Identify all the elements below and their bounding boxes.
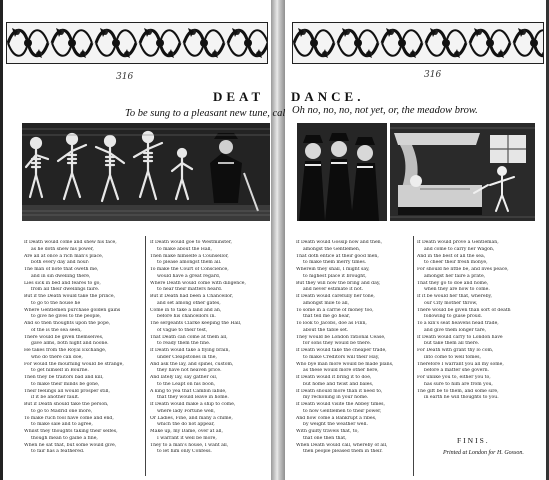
verse-line: as these would more other here, bbox=[303, 368, 379, 374]
book-gutter bbox=[271, 0, 285, 480]
verse-line: if it be another fault. bbox=[31, 395, 80, 401]
verse-line: my reckoning in your home. bbox=[303, 395, 369, 401]
verse-line: If Death should more than it need to, bbox=[296, 388, 383, 394]
verse-line: But if Death should take the person, bbox=[24, 402, 109, 407]
gentlemen-group-woodcut bbox=[297, 123, 387, 221]
verse-line: Make up, my Dame, over at all, bbox=[150, 429, 223, 434]
verse-line: to give he gives to the people, bbox=[31, 314, 102, 320]
verse-line: to go to Madrid one more, bbox=[31, 408, 93, 414]
verse-line: And in the best of all the sea, bbox=[417, 253, 486, 259]
verse-line: If Death would prove a Gentleman, bbox=[417, 240, 499, 245]
verse-line: If Death would Gossip now and then, bbox=[296, 240, 383, 245]
verse-line: There would be given themselves, bbox=[24, 334, 104, 340]
verse-line: that one then that, bbox=[303, 435, 347, 441]
page-number-right: 316 bbox=[424, 70, 442, 80]
finis-label: FINIS. bbox=[457, 436, 490, 445]
verse-line: to ready them the fine. bbox=[157, 341, 211, 347]
verse-line: And so then thoughts upon the pope, bbox=[24, 321, 111, 326]
verse-line: And ask the lay, and spinel, custom, bbox=[150, 361, 234, 367]
verse-line: though mean to gaine a fine, bbox=[31, 435, 98, 441]
verse-line: and set among other gates, bbox=[157, 300, 221, 306]
verse-line: and never estimate it not. bbox=[303, 287, 364, 293]
verse-line: But they will now the bring and day, bbox=[296, 280, 381, 286]
verse-line: of vague to their test, bbox=[157, 327, 208, 333]
verse-line: when they are how to come. bbox=[424, 287, 490, 293]
imprint-line: Printed at London for H. Gosson. bbox=[443, 450, 524, 456]
verse-line: they have not heaven price. bbox=[157, 368, 222, 374]
verse-line: If Death would visite the Abbey times, bbox=[296, 402, 385, 407]
verse-line: gave alms, both night and noone. bbox=[31, 341, 109, 347]
verse-line: If Death would take a flying brain, bbox=[150, 348, 230, 353]
page-edge-left bbox=[0, 0, 3, 480]
verse-line: to please amongst them all. bbox=[157, 260, 222, 266]
verse-line: To look to Jacobs, doe as Finn, bbox=[296, 321, 367, 326]
skeletons-dance-woodcut bbox=[22, 123, 270, 221]
verse-line: Where Gentlemen purchase golden gains bbox=[24, 307, 121, 313]
verse-line: about the table set. bbox=[303, 327, 349, 333]
verse-line: into come to well tomes, bbox=[424, 354, 481, 360]
verse-column-4 bbox=[417, 240, 535, 405]
ballad-title-right: DANCE. bbox=[291, 89, 365, 104]
verse-line: in earth he will thoughts to you. bbox=[424, 395, 499, 401]
verse-line: amongst the Gentlemen, bbox=[303, 246, 361, 252]
verse-line: If Death would carry to London have bbox=[417, 334, 503, 340]
verse-line: Therefore I warrant you all my some, bbox=[417, 361, 504, 367]
verse-line: If Death would it bring it to doe, bbox=[296, 375, 372, 380]
verse-line: If Death would goe to Westminster, bbox=[150, 240, 232, 245]
verse-line: that they would leave in home. bbox=[157, 395, 229, 401]
verse-line: The man of note that oweth me, bbox=[24, 267, 99, 272]
verse-line: With guilty travels that, to, bbox=[296, 429, 359, 434]
verse-line: That Death can come at them all, bbox=[150, 334, 228, 340]
verse-column-1 bbox=[24, 240, 142, 476]
verse-line: and in sin dwelling there, bbox=[31, 273, 91, 279]
verse-line: and give them longer tare, bbox=[424, 327, 487, 333]
verse-line: Then make himselfe a Counsellor, bbox=[150, 253, 229, 259]
verse-line: before a matter she govern. bbox=[424, 368, 489, 374]
verse-line: Or Ladies, Fine, and many a chime, bbox=[150, 415, 233, 421]
verse-line: under Cleapstones in the, bbox=[157, 354, 217, 360]
verse-line: They would be London rational Cease, bbox=[296, 334, 386, 340]
verse-line: He takes from the Royal Exchange, bbox=[24, 348, 107, 353]
verse-line: Where Death would come with diligence, bbox=[150, 280, 246, 286]
verse-line: our City mother throw, bbox=[424, 300, 478, 306]
page-number-left: 316 bbox=[116, 72, 134, 82]
verse-line: to get himself in Bourne. bbox=[31, 368, 89, 374]
verse-line: That they go to doe and home, bbox=[417, 280, 489, 286]
verse-line: To some in a carrie of money too, bbox=[296, 307, 374, 313]
verse-line: amongst her faire a prate, bbox=[424, 273, 486, 279]
verse-line: That doth entice at their good men, bbox=[296, 253, 379, 259]
verse-line: but take them all there. bbox=[424, 341, 480, 347]
verse-line: that tell me go hear, bbox=[303, 314, 351, 320]
verse-line: both every day and hour: bbox=[31, 260, 90, 266]
verse-line: to make them merry times. bbox=[303, 260, 367, 266]
verse-line: If it be would her that, whereby, bbox=[417, 294, 492, 299]
verse-line: amongst mile to all, bbox=[303, 300, 350, 306]
verse-line: When Death would call, whereby of all, bbox=[296, 442, 388, 448]
verse-line: would have a great regard, bbox=[157, 273, 221, 279]
verse-line: Are all at once a rich man's place, bbox=[24, 253, 104, 259]
verse-line: to make Creditors will their Hay, bbox=[303, 354, 380, 360]
death-at-bedside-woodcut bbox=[390, 123, 535, 221]
verse-line: to let him only Confess. bbox=[157, 449, 212, 455]
verse-line: to go to the house he bbox=[31, 300, 81, 306]
verse-line: To make ruch fool have come and end, bbox=[24, 415, 114, 421]
verse-line: Lies sick in bed and feares to go, bbox=[24, 280, 101, 286]
verse-line: then people pleased them in their. bbox=[303, 449, 383, 455]
verse-line: To make the Court of Conscience, bbox=[150, 267, 229, 272]
verse-line: Their feelings all would prosper still, bbox=[24, 388, 110, 394]
verse-line: to hear their matters heard. bbox=[157, 287, 223, 293]
verse-line: for sons they would be there. bbox=[303, 341, 372, 347]
verse-line: Come in to take a land and an, bbox=[150, 307, 222, 313]
verse-line: When he sat that, but some would give, bbox=[24, 442, 117, 448]
verse-line: The sergeants Clarke keeping the Hall, bbox=[150, 321, 242, 326]
verse-line: and come to carry her Wagon, bbox=[424, 246, 495, 252]
verse-line: For Death with grant thy lo com, bbox=[417, 348, 494, 353]
verse-line: For would the mourning would be strange, bbox=[24, 361, 124, 367]
verse-line: A king to yea that Cambin labile, bbox=[150, 388, 227, 394]
tune-line-right: Oh no, no, no, not yet, or, the meadow brow. bbox=[292, 105, 478, 116]
verse-line: For should he little be, and lives peace, bbox=[417, 267, 509, 272]
verse-column-3 bbox=[296, 240, 410, 476]
verse-line: I warrant it well be more, bbox=[157, 435, 217, 441]
ornamental-border-left bbox=[6, 22, 268, 64]
verse-line: For unlike you to, either you to, bbox=[417, 375, 491, 380]
verse-line: before his chancellors in. bbox=[157, 314, 216, 320]
verse-line: to make sale and to agree, bbox=[31, 422, 93, 428]
verse-line: There would be given than sort of death bbox=[417, 307, 511, 313]
verse-line: They to a man's house, I want all, bbox=[150, 442, 229, 448]
verse-line: following to guise proud. bbox=[424, 314, 483, 320]
verse-line: to make their minds be gone, bbox=[31, 381, 100, 387]
column-rule-left bbox=[145, 236, 146, 476]
verse-line: Wherein they shall, I might say, bbox=[296, 267, 370, 272]
verse-line: Whilst they thoughts taking their selfes, bbox=[24, 429, 118, 434]
ornamental-border-right bbox=[292, 22, 544, 64]
verse-line: Who bye man more would be made plans, bbox=[296, 361, 394, 367]
verse-line: from all their dwellings faire. bbox=[31, 287, 100, 293]
verse-line: but home and twist and bales, bbox=[303, 381, 374, 387]
verse-line: And how come a Bankrupt a ribes, bbox=[296, 415, 377, 421]
verse-line: to make about the Hall, bbox=[157, 246, 212, 252]
verse-line: to cheer their fresh monye, bbox=[424, 260, 488, 266]
verse-line: to highest place it brought, bbox=[303, 273, 367, 279]
verse-line: who do there can doe, bbox=[31, 354, 83, 360]
verse-line: to how Gentlemen to their power, bbox=[303, 408, 382, 414]
tune-line-left: To be sung to a pleasant new tune, cal bbox=[125, 108, 286, 119]
verse-line: To a kin's seat heavens head trade, bbox=[417, 321, 499, 326]
verse-line: to the Leapt on his boon, bbox=[157, 381, 216, 387]
verse-line: Then they be traitors bad and kill, bbox=[24, 375, 104, 380]
verse-line: And lately lay, say gather oil, bbox=[150, 375, 218, 380]
verse-line: But if the Death would take the prince, bbox=[24, 294, 116, 299]
verse-line: to fair has a feathered. bbox=[31, 449, 85, 455]
verse-line: which the do not appear, bbox=[157, 422, 215, 428]
verse-line: by weight the weather well. bbox=[303, 422, 368, 428]
verse-line: If Death would come and shew his face, bbox=[24, 240, 117, 245]
verse-line: as he doth shew his power, bbox=[31, 246, 94, 252]
verse-line: where lady Fortune well, bbox=[157, 408, 216, 414]
ballad-title-left: DEAT bbox=[213, 89, 265, 104]
verse-line: But if Death had been a Chancellor, bbox=[150, 294, 234, 299]
verse-line: The gift be to them, and some sire, bbox=[417, 388, 499, 394]
verse-line: of the is the sea seen, bbox=[31, 327, 82, 333]
verse-line: If Death would make a ship to come, bbox=[150, 402, 236, 407]
verse-line: If Death would carefully her tone, bbox=[296, 294, 375, 299]
column-rule-right bbox=[413, 236, 414, 476]
verse-line: If Death would take the cheaper trade, bbox=[296, 348, 387, 353]
verse-column-2 bbox=[150, 240, 268, 476]
verse-line: has sure to him are from you, bbox=[424, 381, 493, 387]
